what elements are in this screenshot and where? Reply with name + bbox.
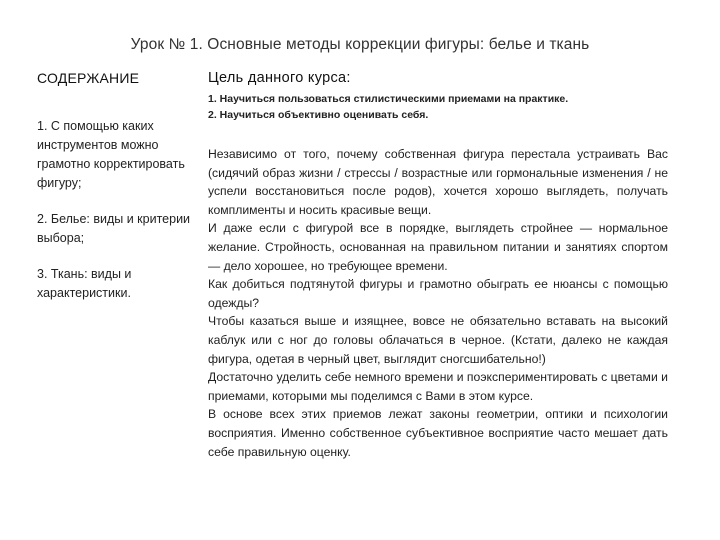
paragraph: В основе всех этих приемов лежат законы геометрии, оптики и психологии восприятия. Именно собственное субъективное восприятие часто мешает дать себе правильную оценку. xyxy=(208,407,668,459)
contents-item-fabric: 3. Ткань: виды и характеристики. xyxy=(37,267,132,300)
paragraph: Независимо от того, почему собственная фигура перестала устраивать Вас (сидячий образ жизни / стрессы / возрастные или гормональные изменения / не успели восстановиться после родов), хочется хорошо выглядеть, получать комплименты и носить красивые вещи. xyxy=(208,147,668,217)
goal-item: 2. Научиться объективно оценивать себя. xyxy=(208,109,429,121)
contents-item-tools: 1. С помощью каких инструментов можно грамотно корректировать фигуру; xyxy=(37,119,185,190)
course-goals-section xyxy=(208,70,668,461)
goal-item: 1. Научиться пользоваться стилистическими приемами на практике. xyxy=(208,93,569,105)
paragraph: И даже если с фигурой все в порядке, выглядеть стройнее — нормальное желание. Стройность, основанная на правильном питании и занятиях спортом — дело хорошее, но требующее времени. xyxy=(208,221,668,273)
goals-list xyxy=(208,91,668,123)
page-title: Урок № 1. Основные методы коррекции фигуры: белье и ткань xyxy=(130,36,590,53)
course-description xyxy=(208,145,668,461)
paragraph: Чтобы казаться выше и изящнее, вовсе не обязательно вставать на высокий каблук или с ног до головы облачаться в черное. (Кстати, далеко не каждая фигура, одетая в черный цвет, выглядит сногсшибательно!) xyxy=(208,314,668,366)
course-goal-heading: Цель данного курса: xyxy=(208,70,351,86)
contents-sidebar xyxy=(37,70,197,320)
contents-item-underwear: 2. Белье: виды и критерии выбора; xyxy=(37,212,191,245)
contents-heading: СОДЕРЖАНИЕ xyxy=(37,70,140,86)
paragraph: Достаточно уделить себе немного времени и поэкспериментировать с цветами и приемами, которыми мы поделимся с Вами в этом курсе. xyxy=(208,370,668,403)
paragraph: Как добиться подтянутой фигуры и грамотно обыграть ее нюансы с помощью одежды? xyxy=(208,277,668,310)
